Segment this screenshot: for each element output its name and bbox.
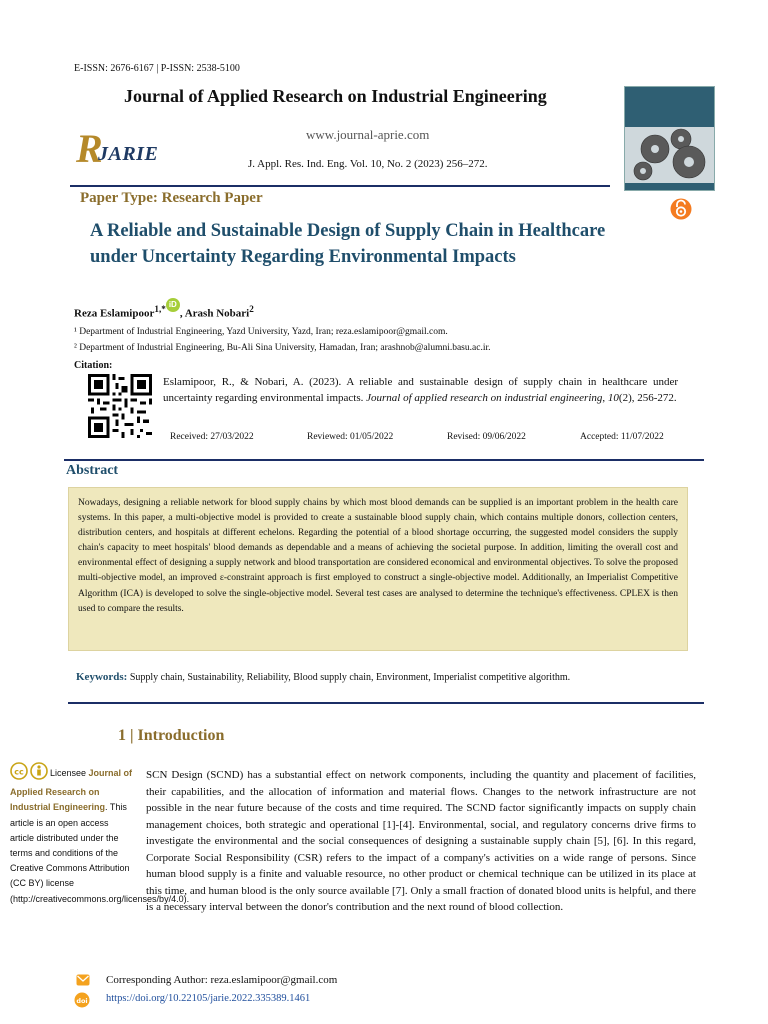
keywords-label: Keywords: <box>76 671 128 683</box>
citation-label: Citation: <box>74 360 113 371</box>
abstract-divider <box>64 459 704 461</box>
keywords-text: Supply chain, Sustainability, Reliability, Blood supply chain, Environment, Imperialist competitive algorithm. <box>129 672 571 683</box>
doi-link[interactable]: https://doi.org/10.22105/jarie.2022.335389.1461 <box>106 993 311 1004</box>
citation-pages: (2), 256-272. <box>618 392 677 404</box>
date-reviewed: Reviewed: 01/05/2022 <box>307 432 394 442</box>
orcid-icon[interactable]: iD <box>166 298 180 312</box>
issn-line: E-ISSN: 2676-6167 | P-ISSN: 2538-5100 <box>74 63 240 74</box>
citation-sep: , <box>602 392 608 404</box>
author-list <box>74 300 254 320</box>
section-divider <box>68 702 704 704</box>
citation-text <box>163 374 678 406</box>
journal-logo: R JARIE <box>76 126 159 171</box>
qr-code-icon[interactable] <box>88 374 152 438</box>
date-accepted: Accepted: 11/07/2022 <box>580 432 664 442</box>
journal-citation-line: J. Appl. Res. Ind. Eng. Vol. 10, No. 2 (2023) 256–272. <box>248 158 488 170</box>
author-name[interactable]: Arash Nobari <box>184 307 250 320</box>
doi-icon <box>74 992 90 1008</box>
envelope-icon <box>76 973 90 985</box>
citation-body: Eslamipoor, R., & Nobari, A. (2023). A reliable and sustainable design of supply chain in healthcare under uncertainty regarding environmental impacts. <box>163 376 678 404</box>
svg-text:cc: cc <box>14 767 24 777</box>
paper-type-label: Paper Type: Research Paper <box>80 190 263 206</box>
citation-journal: Journal of applied research on industrial engineering <box>366 392 603 404</box>
author-superscript: 1,* <box>154 304 166 314</box>
introduction-paragraph: SCN Design (SCND) has a substantial effect on network components, including the quantity and placement of facilities, their capabilities, and the allocation of information and material flows. Changes to the network infrastructure are not possible in the near future because of the costs and time required. The SCND factor significantly impacts on supply chain management choices, both strategic and operational [1]-[4]. Environmental, social, and regulatory concerns drive firms to investigate the environmental and the social consequences of designing a sustainable supply chain [5], [6]. In this regard, Corporate Social Responsibility (CSR) refers to the impact of a company's activities on a wide range of persons. Since human blood supply is a finite and valuable resource, no other product or chemical technique can be utilized in its place at this time, and human blood is the only source available [7]. Only a small fraction of donated blood units is helpful, and there is a necessary interval between the donor's contribution and the next round of blood collection. <box>146 769 696 913</box>
open-access-icon <box>670 198 692 220</box>
license-text: . This article is an open access article distributed under the terms and conditions of the Creative Commons Attribution (CC BY) license (http://creativecommons.org/licenses/by/4.0). <box>10 802 190 904</box>
journal-cover-image <box>624 86 715 191</box>
corresponding-author: Corresponding Author: reza.eslamipoor@gmail.com <box>106 974 338 986</box>
header-divider <box>70 185 610 187</box>
introduction-heading: 1 | Introduction <box>118 727 225 744</box>
keywords-line <box>76 671 696 683</box>
license-licensee: Licensee <box>50 767 89 778</box>
author-separator: , <box>179 307 185 320</box>
affiliation: ² Department of Industrial Engineering, Bu-Ali Sina University, Hamadan, Iran; arashnob@alumni.basu.ac.ir. <box>74 343 491 353</box>
date-revised: Revised: 09/06/2022 <box>447 432 526 442</box>
date-received: Received: 27/03/2022 <box>170 432 254 442</box>
logo-text: JARIE <box>98 143 159 165</box>
affiliation: ¹ Department of Industrial Engineering, Yazd University, Yazd, Iran; reza.eslamipoor@gmail.com. <box>74 327 448 337</box>
cc-by-icon[interactable] <box>10 762 50 785</box>
author-name[interactable]: Reza Eslamipoor <box>74 307 155 320</box>
svg-text:doi: doi <box>76 997 88 1005</box>
citation-volume: 10 <box>607 392 619 404</box>
journal-title: Journal of Applied Research on Industrial Engineering <box>124 86 547 106</box>
gears-illustration <box>625 87 714 190</box>
license-journal: Journal of Applied Research on Industrial Engineering <box>10 767 133 813</box>
abstract-heading: Abstract <box>66 463 119 478</box>
author-superscript: 2 <box>249 304 254 314</box>
paper-title: A Reliable and Sustainable Design of Supply Chain in Healthcare under Uncertainty Regarding Environmental Impacts <box>90 221 606 267</box>
license-notice <box>10 762 190 907</box>
abstract-box: Nowadays, designing a reliable network for blood supply chains by which most blood demands can be supplied is an important problem in the health care systems. In this paper, a multi-objective model is provided to create a sustainable blood supply chain, which contains multiple donors, collection centers, distribution centers, and hospitals at different echelons. Regarding the potential of a blood shortage occurring, the suggested model considers the supply chain's capacity to meet hospitals' blood demands as dependable and a means of achieving the societal purpose. In addition, limiting the overall cost and environmental effect of designing a supply network and blood transportation are considered economical and environmental objectives. To solve the proposed multi-objective model, an improved ε-constraint approach is first employed to construct a single-objective model. Additionally, an Imperialist Competitive Algorithm (ICA) is developed to solve the single-objective model. Several test cases are analysed to determine the technique's effectiveness. CPLEX is then used to compare the results. <box>68 487 688 651</box>
journal-website-link[interactable]: www.journal-aprie.com <box>306 127 430 142</box>
